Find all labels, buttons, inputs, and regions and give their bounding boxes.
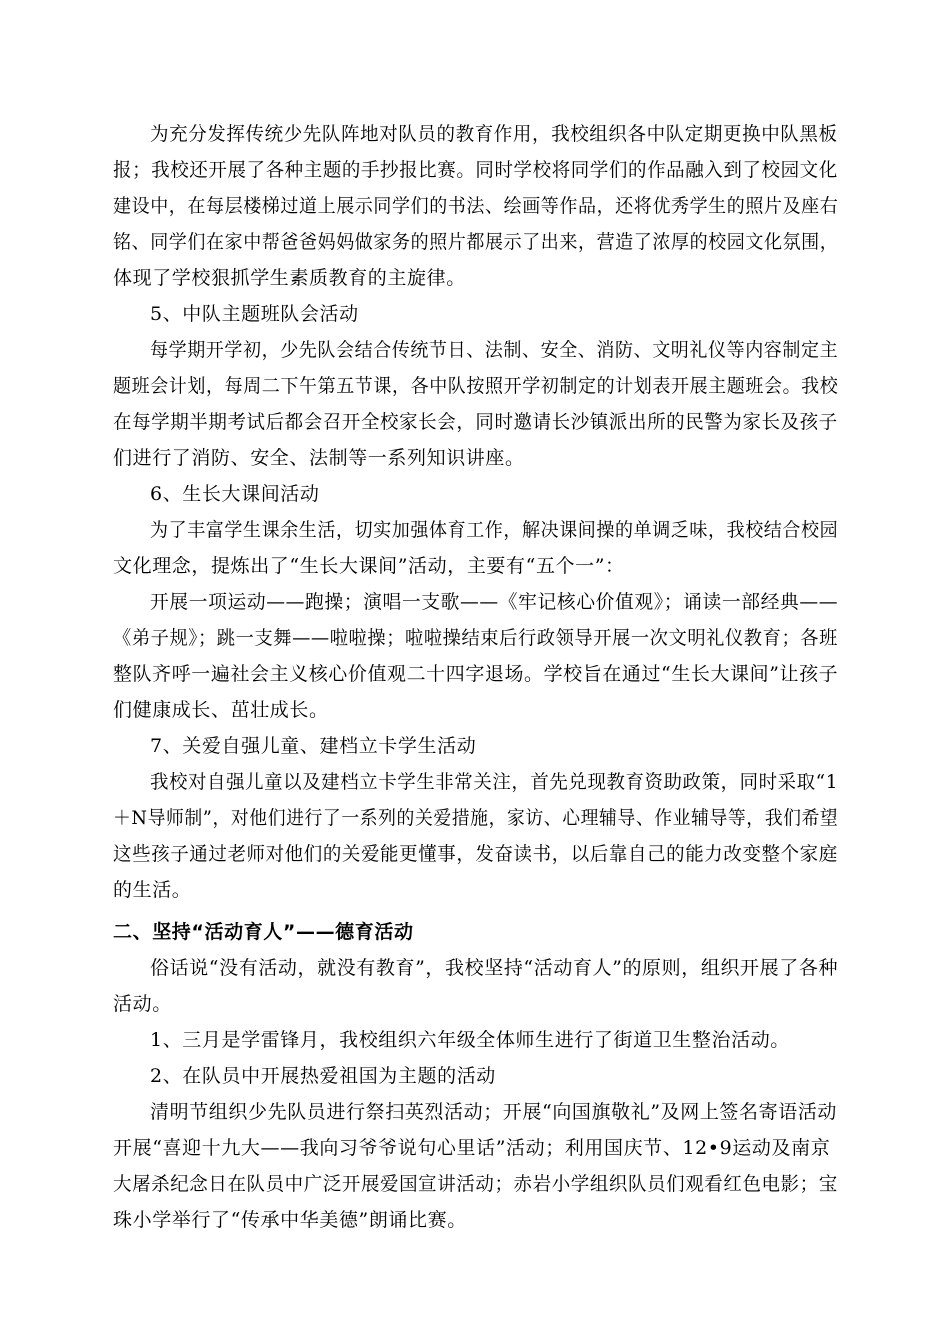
paragraph-line: 为了丰富学生课余生活，切实加强体育工作，解决课间操的单调乏味，我校结合校园	[150, 519, 839, 541]
paragraph-line: 这些孩子通过老师对他们的关爱能更懂事，发奋读书，以后靠自己的能力改变整个家庭	[113, 843, 838, 865]
paragraph-line: 们进行了消防、安全、法制等一系列知识讲座。	[113, 447, 525, 469]
paragraph-line: 文化理念，提炼出了“生长大课间”活动，主要有“五个一”：	[113, 555, 625, 577]
paragraph-line: 在每学期半期考试后都会召开全校家长会，同时邀请长沙镇派出所的民警为家长及孩子	[113, 411, 838, 433]
paragraph-line: 俗话说“没有活动，就没有教育”，我校坚持“活动育人”的原则，组织开展了各种	[150, 957, 839, 979]
paragraph-line: 建设中，在每层楼梯过道上展示同学们的书法、绘画等作品，还将优秀学生的照片及座右	[113, 195, 839, 217]
section-heading: 7、关爱自强儿童、建档立卡学生活动	[150, 735, 477, 757]
paragraph-line: ＋N导师制”，对他们进行了一系列的关爱措施，家访、心理辅导、作业辅导等，我们希望	[113, 807, 839, 829]
paragraph-line: 开展一项运动——跑操；演唱一支歌——《牢记核心价值观》；诵读一部经典——	[150, 591, 839, 613]
paragraph-line: 我校对自强儿童以及建档立卡学生非常关注，首先兑现教育资助政策，同时采取“1	[150, 771, 839, 793]
section-heading: 2、在队员中开展热爱祖国为主题的活动	[150, 1065, 496, 1087]
paragraph-line: 活动。	[113, 993, 172, 1015]
section-heading: 5、中队主题班队会活动	[150, 303, 359, 325]
paragraph-line: 为充分发挥传统少先队阵地对队员的教育作用，我校组织各中队定期更换中队黑板	[150, 123, 838, 145]
paragraph-line: 报；我校还开展了各种主题的手抄报比赛。同时学校将同学们的作品融入到了校园文化	[113, 159, 838, 181]
chapter-heading: 二、坚持“活动育人”——德育活动	[113, 921, 414, 943]
paragraph-line: 整队齐呼一遍社会主义核心价值观二十四字退场。学校旨在通过“生长大课间”让孩子	[113, 663, 839, 685]
paragraph-line: 们健康成长、茁壮成长。	[113, 699, 329, 721]
paragraph-line: 铭、同学们在家中帮爸爸妈妈做家务的照片都展示了出来，营造了浓厚的校园文化氛围，	[113, 231, 839, 253]
paragraph-line: 大屠杀纪念日在队员中广泛开展爱国宣讲活动；赤岩小学组织队员们观看红色电影；宝	[113, 1173, 838, 1195]
paragraph-line: 珠小学举行了“传承中华美德”朗诵比赛。	[113, 1209, 467, 1231]
paragraph-line: 开展“喜迎十九大——我向习爷爷说句心里话”活动；利用国庆节、12•9运动及南京	[113, 1137, 831, 1159]
paragraph-line: 的生活。	[113, 879, 192, 901]
paragraph-line: 每学期开学初，少先队会结合传统节日、法制、安全、消防、文明礼仪等内容制定主	[150, 339, 839, 361]
paragraph-line: 《弟子规》；跳一支舞——啦啦操；啦啦操结束后行政领导开展一次文明礼仪教育；各班	[113, 627, 838, 649]
paragraph-line: 1、三月是学雷锋月，我校组织六年级全体师生进行了街道卫生整治活动。	[150, 1029, 790, 1051]
section-heading: 6、生长大课间活动	[150, 483, 320, 505]
paragraph-line: 题班会计划，每周二下午第五节课，各中队按照开学初制定的计划表开展主题班会。我校	[113, 375, 839, 397]
paragraph-line: 体现了学校狠抓学生素质教育的主旋律。	[113, 267, 466, 289]
paragraph-line: 清明节组织少先队员进行祭扫英烈活动；开展“向国旗敬礼”及网上签名寄语活动	[150, 1101, 838, 1123]
